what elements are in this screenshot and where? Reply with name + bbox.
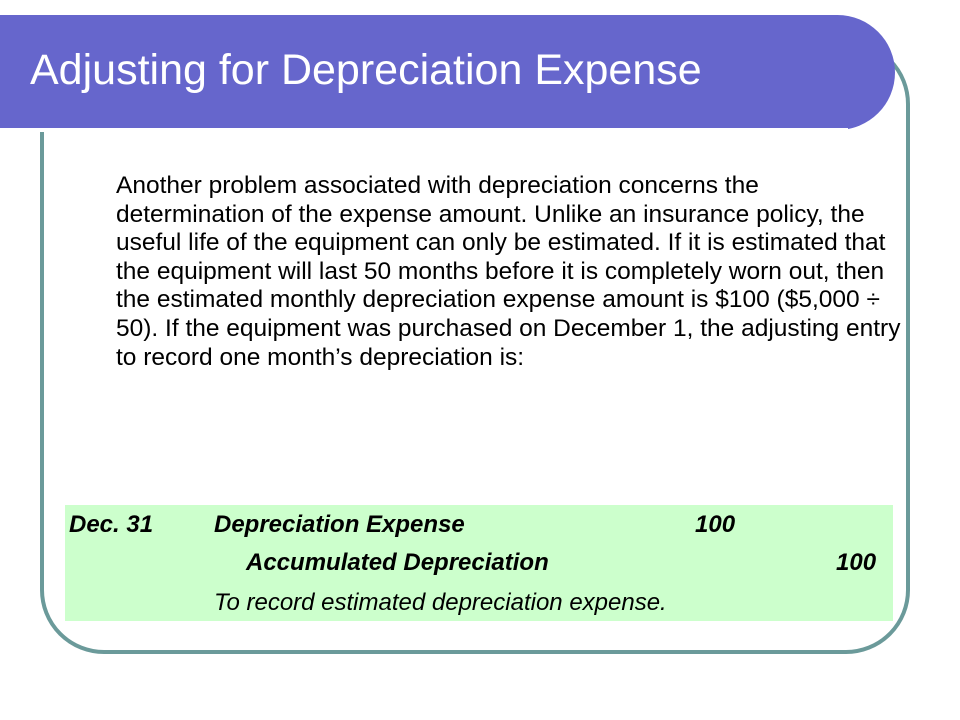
title-underline <box>0 128 848 132</box>
body-paragraph: Another problem associated with depreciation concerns the determination of the expense amount. Unlike an insurance policy, the useful life of the equipment can only be estimated. If it is estimated that the equipment will last 50 months before it is completely worn out, then the estimated monthly depreciation expense amount is $100 ($5,000 ÷ 50). If the equipment was purchased on December 1, the adjusting entry to record one month’s depreciation is: <box>116 172 901 371</box>
slide-title: Adjusting for Depreciation Expense <box>30 46 702 94</box>
entry-memo: To record estimated depreciation expense. <box>214 589 667 616</box>
entry-date: Dec. 31 <box>69 511 154 538</box>
journal-entry <box>65 505 893 621</box>
debit-amount: 100 <box>695 511 736 538</box>
credit-account: Accumulated Depreciation <box>246 549 549 576</box>
debit-account: Depreciation Expense <box>214 511 465 538</box>
credit-amount: 100 <box>836 549 877 576</box>
